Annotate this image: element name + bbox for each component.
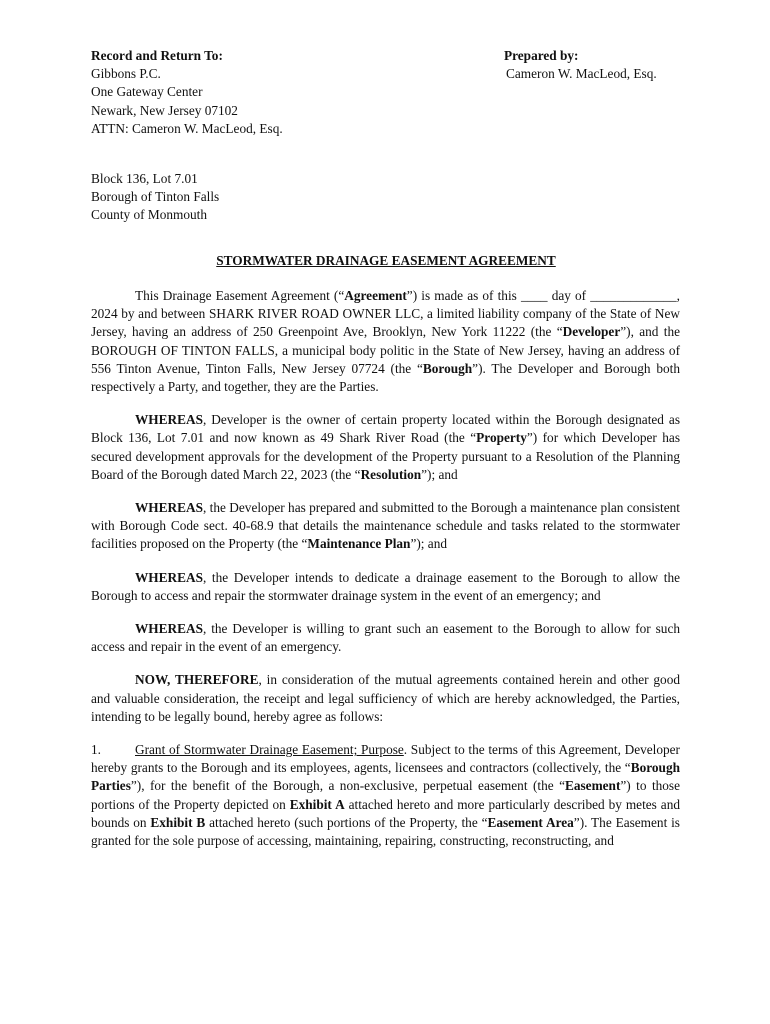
section1-text-3: ”) to those portions of the Property depicted on [91, 778, 681, 812]
section1-term-easement: Easement [564, 778, 621, 794]
record-and-return-block [91, 47, 411, 138]
record-line-address2: Newark, New Jersey 07102 [91, 102, 238, 118]
whereas1-text-1: , Developer is the owner of certain property located within the Borough designated as Block 136, Lot 7.01 and now known as 49 Shark River Road (the “ [91, 412, 680, 446]
whereas2-term-maintenance-plan: Maintenance Plan [307, 536, 411, 552]
whereas1-text-2: ”) for which Developer has secured development approvals for the development of the Property pursuant to a Resolution of the Planning Board of the Borough dated March 22, 2023 (the “ [91, 430, 680, 482]
whereas-paragraph-3 [91, 569, 680, 605]
record-and-return-heading: Record and Return To: [91, 48, 223, 63]
whereas1-text-3: ”); and [421, 466, 458, 482]
section1-text-6: ”). The Easement is granted for the sole purpose of accessing, maintaining, repairing, constructing, reconstructing, and [91, 814, 680, 849]
intro-text-1: This Drainage Easement Agreement (“ [135, 288, 345, 303]
intro-paragraph [91, 287, 680, 396]
intro-text-4: ”). The Developer and Borough both respectively a Party, and together, they are the Parties. [91, 360, 680, 395]
intro-term-borough: Borough [422, 360, 473, 376]
record-line-firm: Gibbons P.C. [91, 66, 161, 82]
whereas1-term-property: Property [476, 430, 527, 446]
prepared-by-name: Cameron W. MacLeod, Esq. [506, 66, 657, 82]
whereas1-term-resolution: Resolution [360, 466, 422, 482]
whereas4-text-1: , the Developer is willing to grant such an easement to the Borough to allow for such access and repair in the event of an emergency. [91, 621, 680, 655]
whereas-paragraph-1 [91, 411, 680, 484]
section-1-number: 1. [91, 742, 101, 758]
now-therefore-paragraph [91, 671, 680, 726]
whereas-label-2: WHEREAS [135, 500, 203, 516]
now-therefore-label: NOW, THEREFORE [135, 672, 259, 688]
section1-term-borough-parties: Borough Parties [91, 760, 680, 794]
record-line-address1: One Gateway Center [91, 84, 203, 100]
intro-term-developer: Developer [562, 324, 621, 340]
intro-text-3: ”), and the BOROUGH OF TINTON FALLS, a municipal body politic in the State of New Jersey, having an address of 556 Tinton Avenue, Tinton Falls, New Jersey 07724 (the “ [91, 324, 680, 376]
section1-text-4: attached hereto and more particularly described by metes and bounds on [91, 796, 680, 830]
intro-term-agreement: Agreement [344, 288, 407, 303]
prepared-by-block [504, 47, 694, 83]
section1-term-exhibit-b: Exhibit B [150, 814, 206, 830]
parcel-municipality: Borough of Tinton Falls [91, 189, 220, 205]
section1-text-2: ”), for the benefit of the Borough, a non-exclusive, perpetual easement (the “ [130, 778, 565, 794]
document-title: STORMWATER DRAINAGE EASEMENT AGREEMENT [216, 253, 556, 268]
whereas-label-1: WHEREAS [135, 412, 203, 428]
whereas-label-3: WHEREAS [135, 569, 203, 585]
whereas2-text-1: , the Developer has prepared and submitted to the Borough a maintenance plan consistent with Borough Code sect. 40-68.9 that details the maintenance schedule and tasks related to the stormwater facilities proposed on the Property (the “ [91, 500, 680, 552]
section1-term-easement-area: Easement Area [487, 814, 574, 830]
document-body [91, 287, 680, 865]
record-line-attn: ATTN: Cameron W. MacLeod, Esq. [91, 120, 283, 136]
section1-term-exhibit-a: Exhibit A [289, 796, 345, 812]
prepared-by-heading: Prepared by: [504, 48, 579, 63]
whereas-paragraph-2 [91, 499, 680, 554]
now-therefore-text: , in consideration of the mutual agreements contained herein and other good and valuable consideration, the receipt and legal sufficiency of which are hereby acknowledged, the Parties, intending to be legally bound, hereby agree as follows: [91, 672, 680, 724]
section-1-paragraph [91, 741, 680, 850]
section1-text-1: . Subject to the terms of this Agreement, Developer hereby grants to the Borough and its employees, agents, licensees and contractors (collectively, the “ [91, 742, 680, 776]
section1-text-5: attached hereto (such portions of the Property, the “ [205, 814, 488, 830]
whereas-label-4: WHEREAS [135, 621, 203, 637]
whereas2-text-2: ”); and [410, 536, 447, 552]
intro-text-2: ”) is made as of this ____ day of _____________, 2024 by and between SHARK RIVER ROAD OWNER LLC, a limited liability company of the State of New Jersey, having an address of 250 Greenpoint Ave, Brooklyn, New York 11222 (the “ [91, 288, 680, 340]
section-1-heading: Grant of Stormwater Drainage Easement; Purpose [135, 742, 404, 758]
parcel-block-lot: Block 136, Lot 7.01 [91, 171, 198, 186]
whereas-paragraph-4 [91, 620, 680, 656]
parcel-county: County of Monmouth [91, 207, 207, 223]
whereas3-text-1: , the Developer intends to dedicate a drainage easement to the Borough to allow the Borough to access and repair the stormwater drainage system in the event of an emergency; and [91, 569, 680, 603]
parcel-block [91, 170, 391, 225]
